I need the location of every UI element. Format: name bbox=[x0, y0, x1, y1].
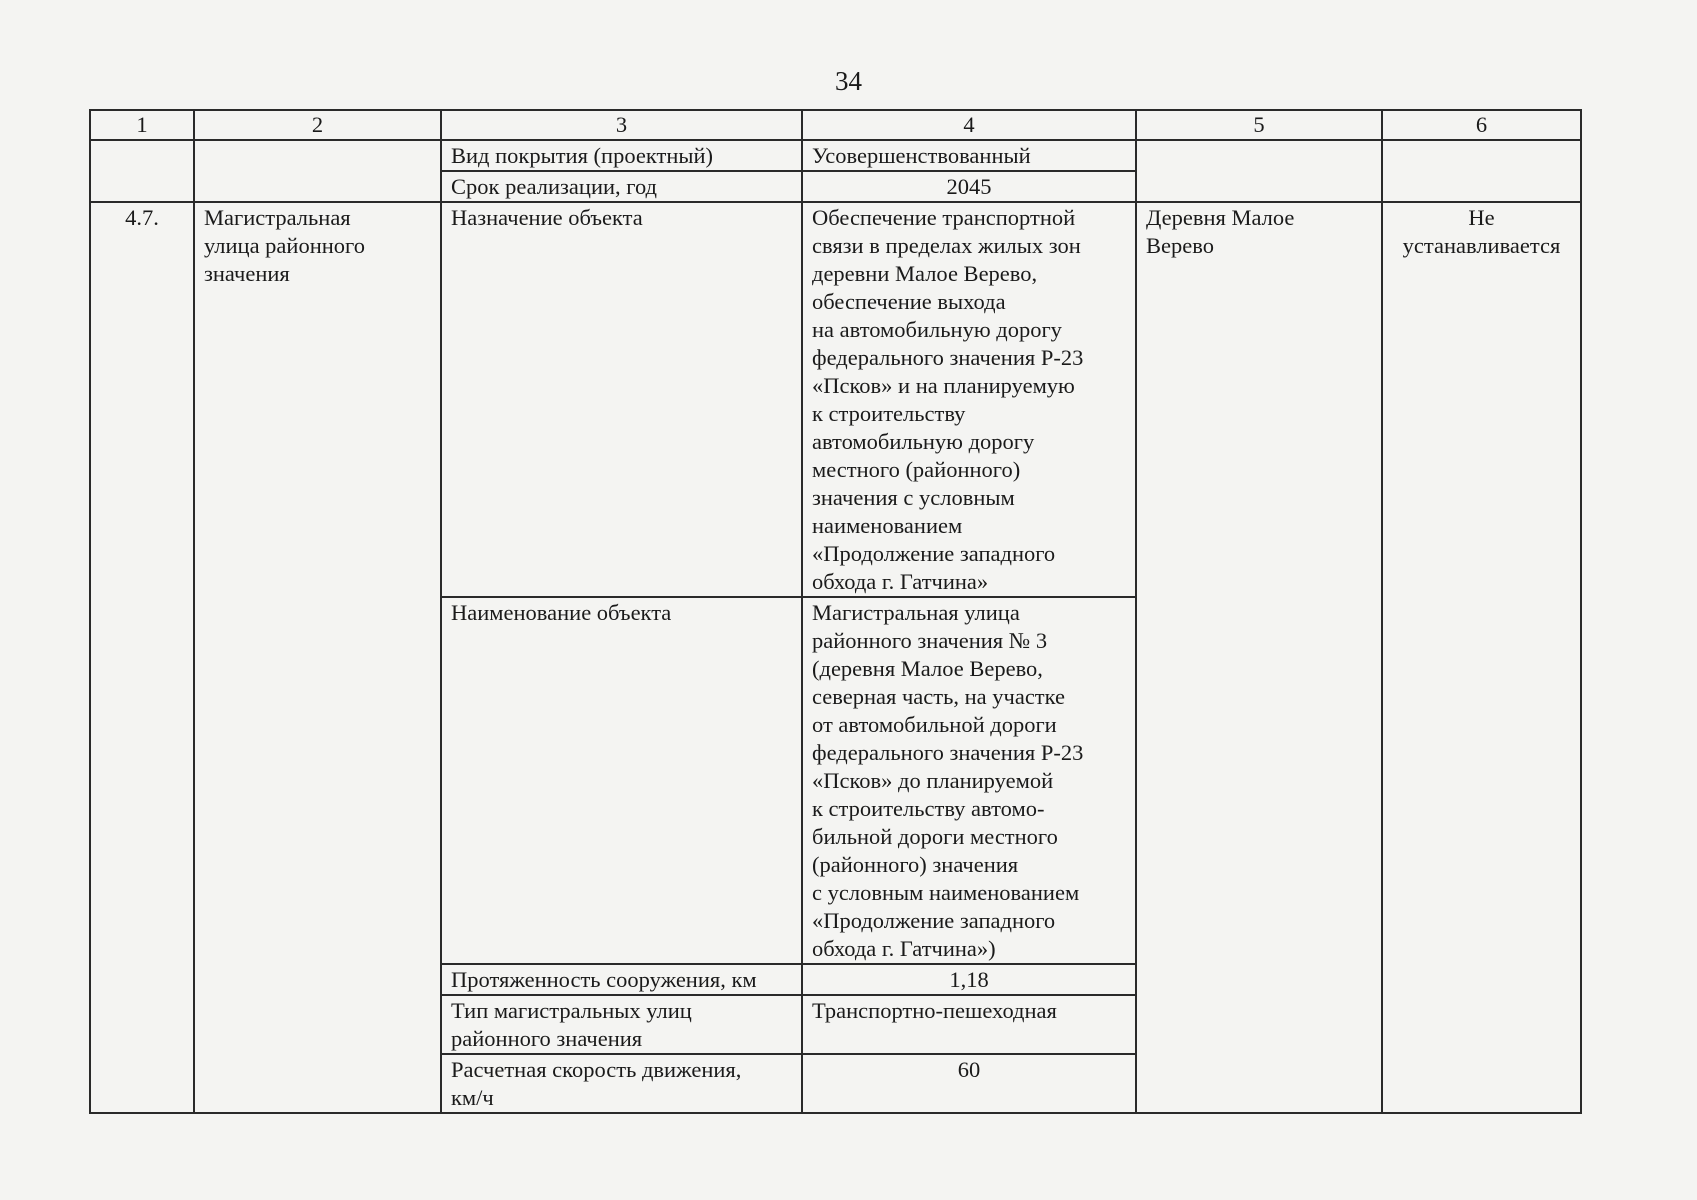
value-cell: Усовершенствованный bbox=[802, 140, 1136, 171]
parameter-cell: Протяженность сооружения, км bbox=[441, 964, 802, 995]
table-header-row bbox=[90, 110, 1581, 140]
page-number: 34 bbox=[835, 66, 862, 96]
continuation-zone-cell bbox=[1382, 140, 1581, 202]
value-cell: Обеспечение транспортной связи в пределах жилых зон деревни Малое Верево, обеспечение выхода на автомобильную дорогу федерального значения Р-23 «Псков» и на планируемую к строительству автомобильную дорогу местного (районного) значения с условным наименованием «Продолжение западного обхода г. Гатчина» bbox=[802, 202, 1136, 597]
table-row bbox=[90, 202, 1581, 597]
value-cell: Магистральная улица районного значения № 3 (деревня Малое Верево, северная часть, на участке от автомобильной дороги федерального значения Р-23 «Псков» до планируемой к строительству автомо- бильной дороги местного (районного) значения с условным наименованием «Продолжение западного обхода г. Гатчина») bbox=[802, 597, 1136, 964]
column-number-4: 4 bbox=[802, 110, 1136, 140]
parameter-cell: Срок реализации, год bbox=[441, 171, 802, 202]
value-cell: 2045 bbox=[802, 171, 1136, 202]
planning-table bbox=[89, 109, 1582, 1114]
item-number-cell: 4.7. bbox=[90, 202, 194, 1113]
column-number-5: 5 bbox=[1136, 110, 1382, 140]
column-number-6: 6 bbox=[1382, 110, 1581, 140]
zone-cell: Не устанавливается bbox=[1382, 202, 1581, 1113]
continuation-number-cell bbox=[90, 140, 194, 202]
location-cell: Деревня Малое Верево bbox=[1136, 202, 1382, 1113]
value-cell: 1,18 bbox=[802, 964, 1136, 995]
column-number-3: 3 bbox=[441, 110, 802, 140]
parameter-cell: Назначение объекта bbox=[441, 202, 802, 597]
table-row bbox=[90, 140, 1581, 171]
continuation-location-cell bbox=[1136, 140, 1382, 202]
value-cell: Транспортно-пешеходная bbox=[802, 995, 1136, 1054]
parameter-cell: Тип магистральных улиц районного значения bbox=[441, 995, 802, 1054]
item-name-cell: Магистральная улица районного значения bbox=[194, 202, 441, 1113]
parameter-cell: Наименование объекта bbox=[441, 597, 802, 964]
continuation-name-cell bbox=[194, 140, 441, 202]
column-number-2: 2 bbox=[194, 110, 441, 140]
column-number-1: 1 bbox=[90, 110, 194, 140]
parameter-cell: Расчетная скорость движения, км/ч bbox=[441, 1054, 802, 1113]
parameter-cell: Вид покрытия (проектный) bbox=[441, 140, 802, 171]
value-cell: 60 bbox=[802, 1054, 1136, 1113]
